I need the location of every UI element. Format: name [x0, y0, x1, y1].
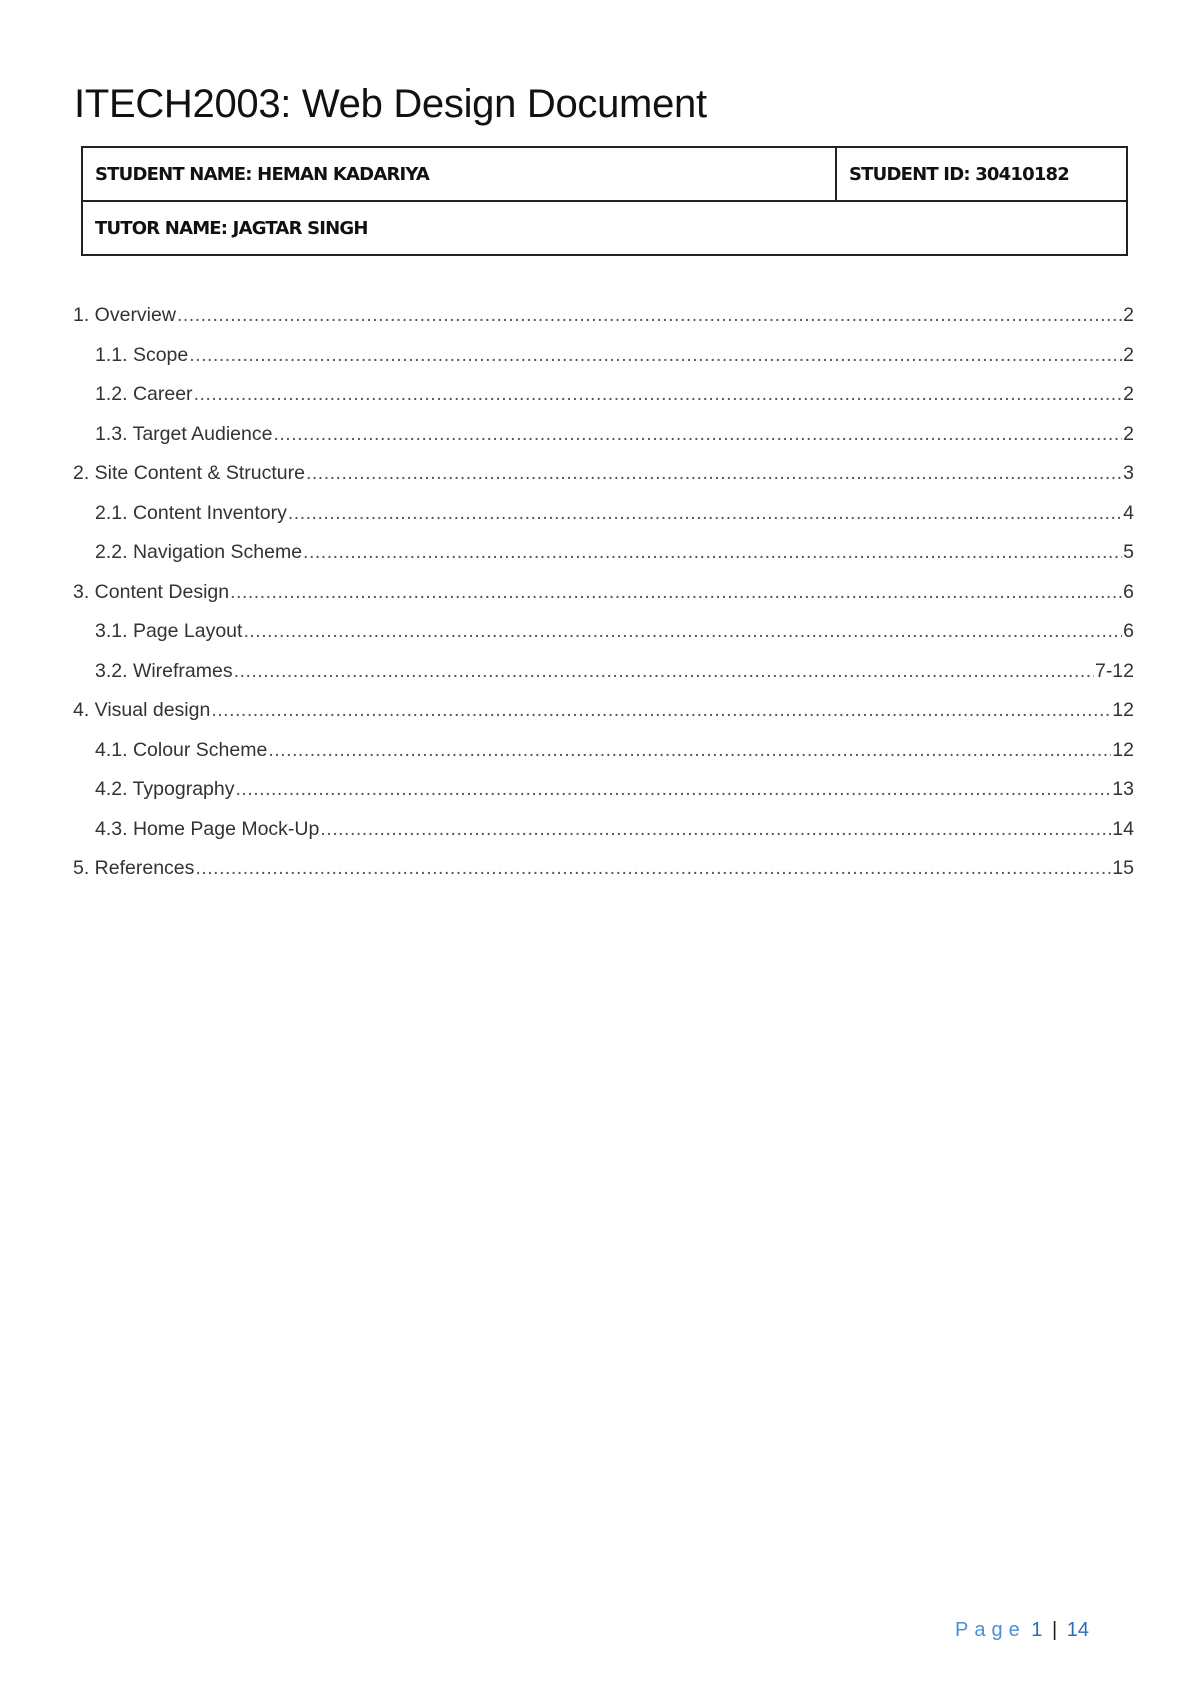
- toc-entry-label: 4. Visual design: [73, 699, 211, 721]
- toc-entry-page: 14: [1112, 817, 1134, 840]
- toc-entry-label: 2. Site Content & Structure: [73, 462, 305, 484]
- table-of-contents: [73, 304, 1134, 897]
- toc-dot-leader: [189, 344, 1122, 367]
- toc-entry-label: 4.1. Colour Scheme: [95, 738, 268, 761]
- toc-entry-label: 1.1. Scope: [95, 343, 189, 366]
- toc-entry-page: 2: [1123, 304, 1134, 326]
- toc-entry-page: 13: [1112, 778, 1134, 800]
- toc-entry-page: 12: [1112, 738, 1134, 761]
- document-title: ITECH2003: Web Design Document: [74, 82, 707, 126]
- toc-dot-leader: [234, 660, 1094, 683]
- toc-entry-page: 15: [1112, 857, 1134, 879]
- toc-entry[interactable]: [73, 304, 1134, 344]
- toc-entry-label: 1.2. Career: [95, 383, 193, 405]
- toc-dot-leader: [236, 778, 1112, 801]
- toc-entry[interactable]: [73, 739, 1134, 779]
- student-id-cell: STUDENT ID: 30410182: [836, 147, 1127, 201]
- toc-entry[interactable]: [73, 541, 1134, 581]
- toc-dot-leader: [243, 620, 1122, 643]
- toc-entry-page: 3: [1123, 462, 1134, 484]
- page-footer: [955, 1619, 1089, 1642]
- toc-entry-label: 2.2. Navigation Scheme: [95, 541, 303, 563]
- toc-entry-page: 6: [1123, 580, 1134, 603]
- student-info-row: [82, 147, 1127, 201]
- toc-entry-page: 2: [1123, 383, 1134, 405]
- toc-entry-page: 4: [1123, 501, 1134, 524]
- student-name-cell: STUDENT NAME: HEMAN KADARIYA: [82, 147, 836, 201]
- toc-dot-leader: [273, 423, 1122, 446]
- toc-entry[interactable]: [73, 620, 1134, 660]
- toc-entry[interactable]: [73, 462, 1134, 502]
- toc-entry-label: 5. References: [73, 857, 195, 879]
- toc-dot-leader: [230, 581, 1122, 604]
- footer-separator: |: [1051, 1619, 1058, 1641]
- student-info-table: [81, 146, 1128, 256]
- toc-dot-leader: [320, 818, 1111, 841]
- toc-entry-label: 1.3. Target Audience: [95, 422, 273, 445]
- toc-entry[interactable]: [73, 857, 1134, 897]
- toc-entry-label: 3. Content Design: [73, 580, 230, 603]
- toc-dot-leader: [211, 699, 1111, 722]
- toc-entry-page: 2: [1123, 422, 1134, 445]
- toc-entry-label: 4.3. Home Page Mock-Up: [95, 817, 320, 840]
- toc-entry[interactable]: [73, 383, 1134, 423]
- tutor-name-cell: TUTOR NAME: JAGTAR SINGH: [82, 201, 1127, 255]
- toc-entry-label: 3.2. Wireframes: [95, 659, 233, 682]
- toc-entry[interactable]: [73, 423, 1134, 463]
- toc-entry-page: 5: [1123, 541, 1134, 563]
- toc-entry-page: 6: [1123, 620, 1134, 642]
- toc-entry[interactable]: [73, 699, 1134, 739]
- toc-entry[interactable]: [73, 344, 1134, 384]
- footer-total-pages: 14: [1066, 1619, 1089, 1641]
- toc-entry-page: 12: [1112, 699, 1134, 721]
- toc-entry[interactable]: [73, 502, 1134, 542]
- toc-dot-leader: [195, 857, 1111, 880]
- toc-entry[interactable]: [73, 818, 1134, 858]
- toc-entry-label: 3.1. Page Layout: [95, 620, 243, 642]
- tutor-info-row: [82, 201, 1127, 255]
- toc-dot-leader: [177, 304, 1122, 327]
- toc-entry-label: 4.2. Typography: [95, 778, 235, 800]
- toc-entry[interactable]: [73, 778, 1134, 818]
- toc-dot-leader: [194, 383, 1123, 406]
- toc-entry-page: 2: [1123, 343, 1134, 366]
- toc-dot-leader: [303, 541, 1122, 564]
- toc-entry-label: 1. Overview: [73, 304, 176, 326]
- toc-entry[interactable]: [73, 581, 1134, 621]
- toc-dot-leader: [288, 502, 1122, 525]
- toc-entry-page: 7-12: [1094, 659, 1134, 682]
- footer-current-page: 1: [1031, 1619, 1043, 1641]
- footer-page-label: Page: [955, 1619, 1026, 1641]
- toc-dot-leader: [306, 462, 1122, 485]
- toc-entry-label: 2.1. Content Inventory: [95, 501, 287, 524]
- toc-entry[interactable]: [73, 660, 1134, 700]
- toc-dot-leader: [268, 739, 1111, 762]
